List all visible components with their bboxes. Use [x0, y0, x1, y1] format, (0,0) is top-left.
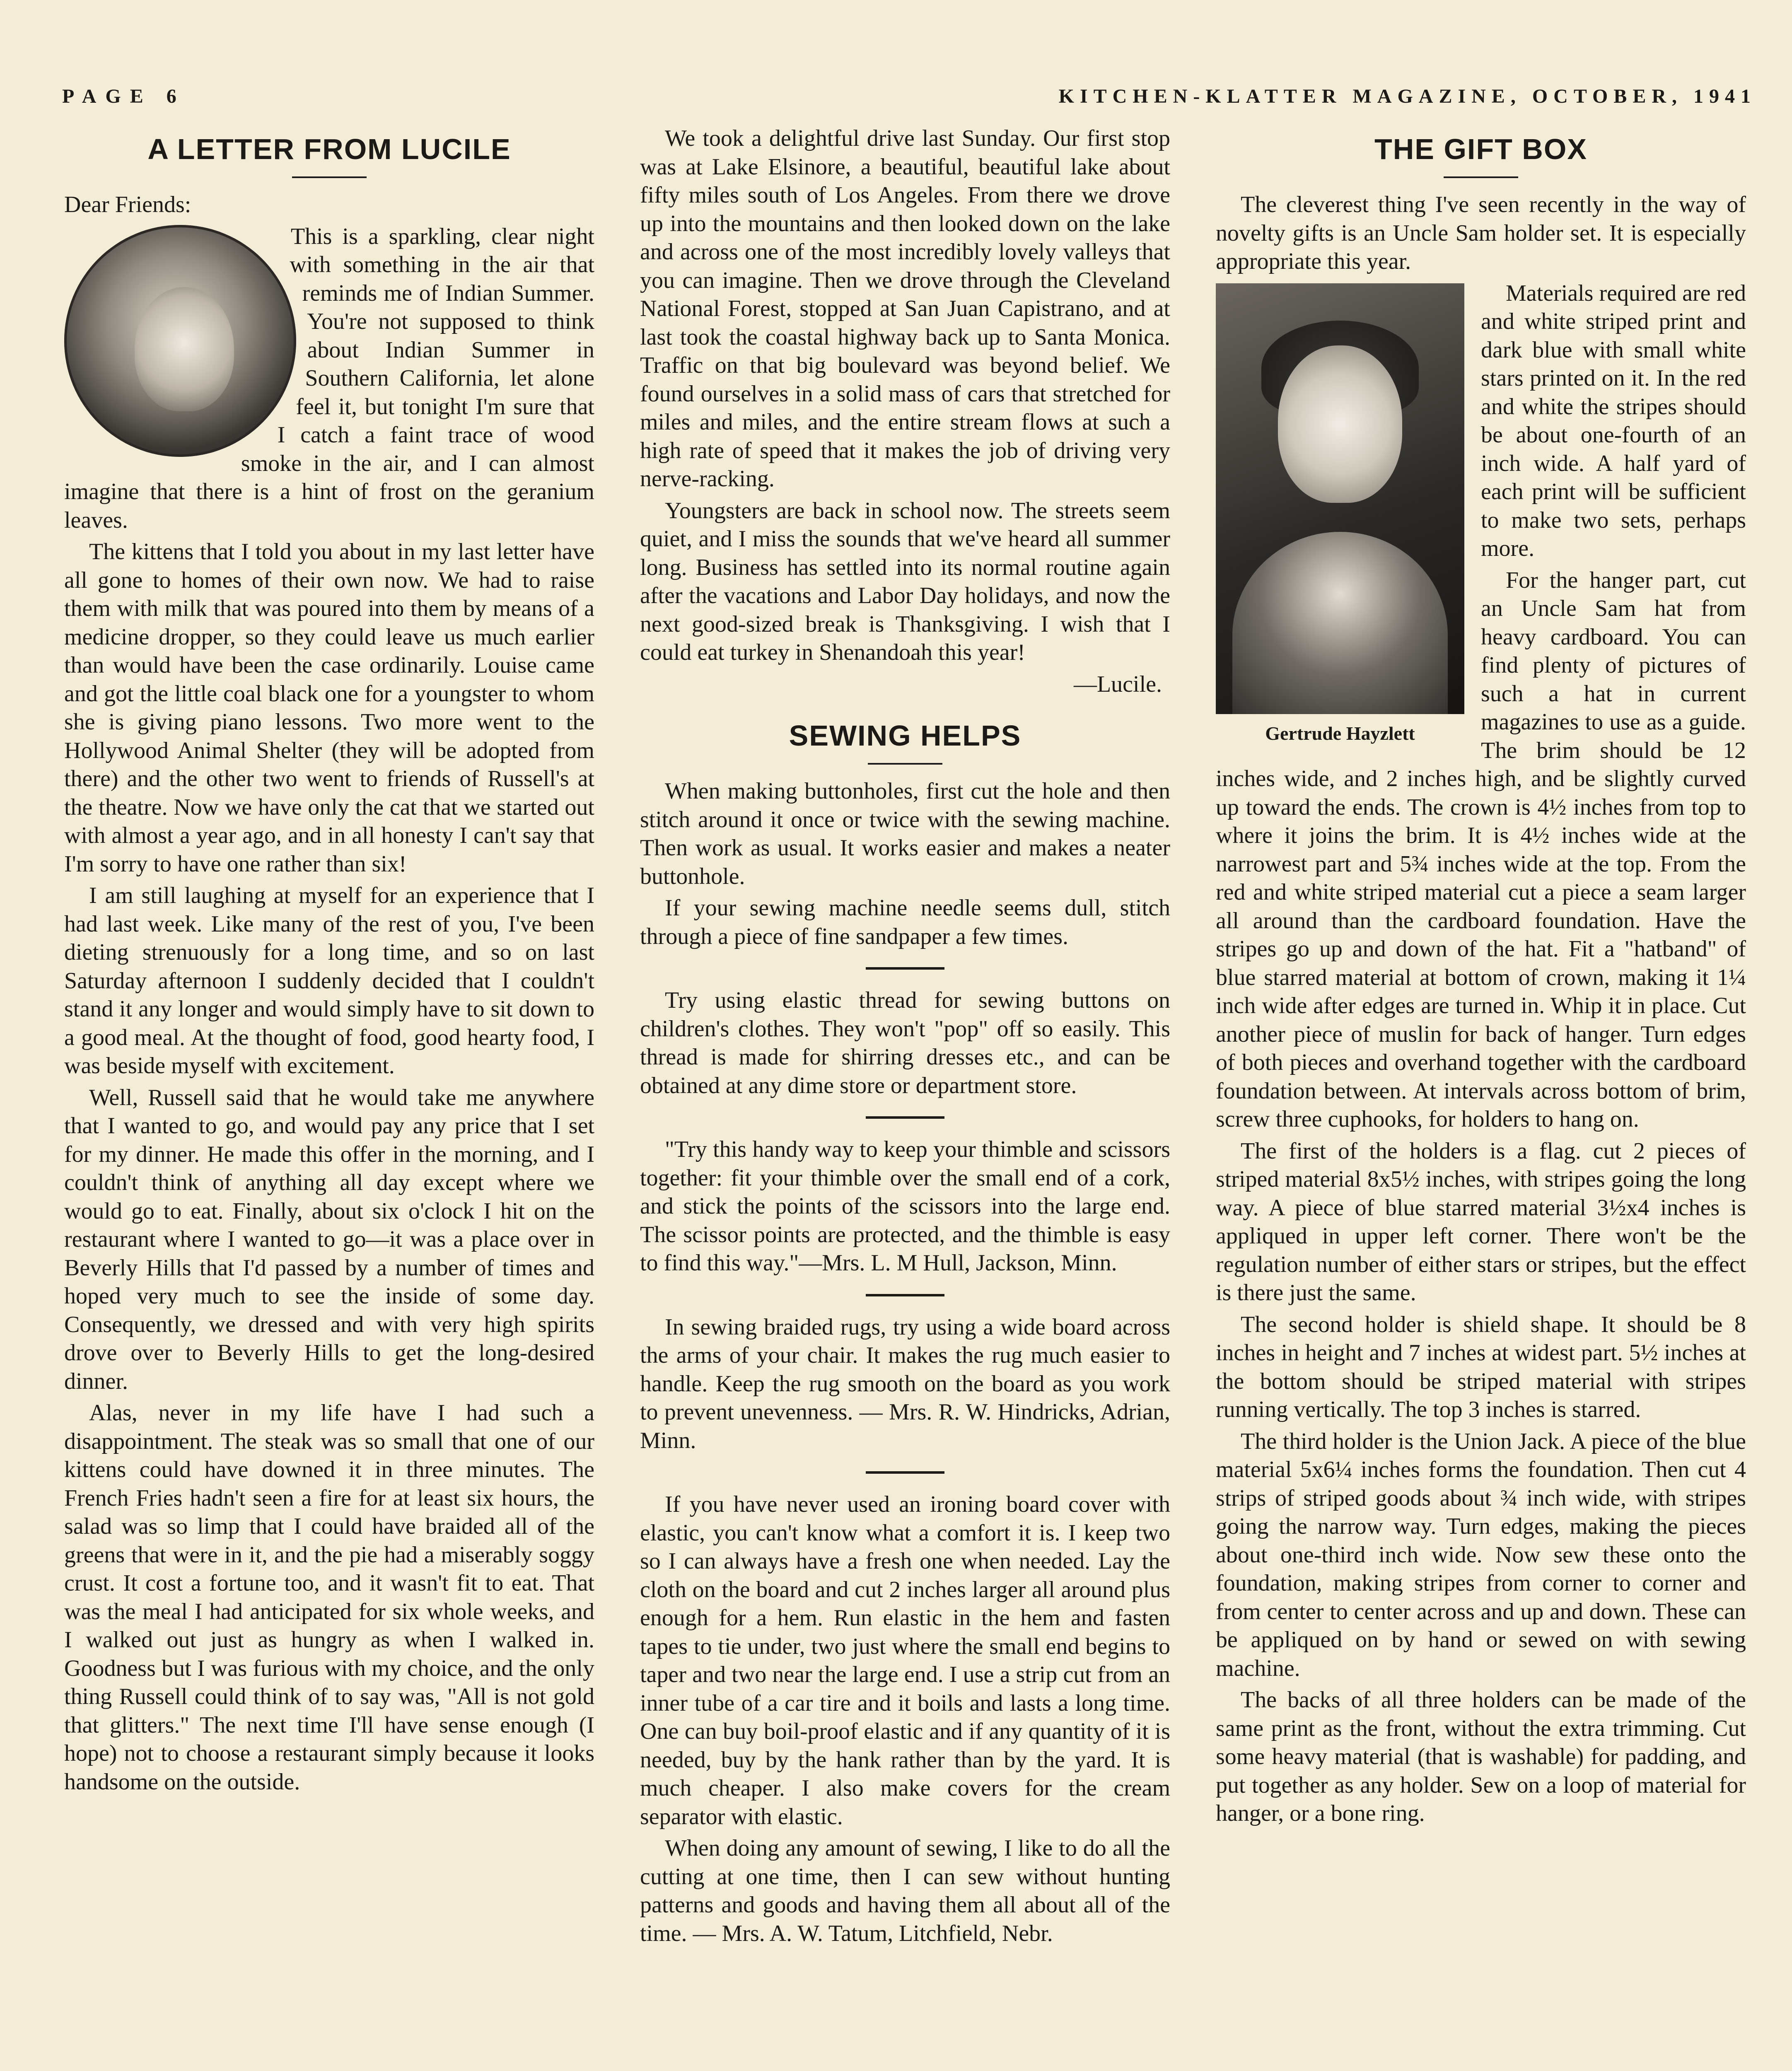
- sewing-tip: If your sewing machine needle seems dull, stitch through a piece of fine sandpaper a few times.: [640, 895, 1170, 949]
- gift-title: THE GIFT BOX: [1374, 133, 1587, 165]
- column-1: [64, 124, 594, 1799]
- letter-paragraph: I am still laughing at myself for an experience that I had last week. Like many of the rest of you, I've been dieting strenuously for a long time, and so on last Saturday afternoon I suddenly decided that I couldn't stand it any longer and would simply have to sit down to a good meal. At the thought of food, good hearty food, I was beside myself with excitement.: [64, 883, 594, 1079]
- letter-paragraph: Well, Russell said that he would take me anywhere that I wanted to go, and would pay any price that I set for my dinner. He made this offer in the morning, and I couldn't think of anything all day except where we would go to eat. Finally, about six o'clock I hit on the restaurant where I wanted to go—it was a place over in Beverly Hills that I'd passed by a number of times and hoped very much to see the inside of some day. Consequently, we dressed and with very high spirits drove over to Beverly Hills to get the long-desired dinner.: [64, 1084, 594, 1394]
- gift-paragraph: The second holder is shield shape. It should be 8 inches in height and 7 inches at widest part. 5½ inches at the bottom should be striped material with stripes running vertically. The top 3 inches is starred.: [1216, 1311, 1746, 1422]
- title-rule: [1444, 176, 1518, 178]
- letter-signature: —Lucile.: [1073, 671, 1162, 697]
- page-header: [62, 85, 1756, 114]
- title-rule: [292, 176, 367, 178]
- gift-paragraph: For the hanger part, cut an Uncle Sam hat from heavy cardboard. You can find plenty of pictures of such a hat in current magazines to use as a guide. The brim should be 12 inches wide, and 2 inches high, and be slightly curved up toward the ends. The crown is 4½ inches from top to where it joins the brim. It is 4½ inches wide at the narrowest part and 5¾ inches wide at the top. From the red and white striped material cut a piece a seam larger all around than the cardboard foundation. Have the stripes go up and down of the hat. Fit a "hatband" of blue starred material at bottom of crown, making it 1¼ inch wide after edges are turned in. Whip it in place. Cut another piece of muslin for back of hanger. Turn edges of both pieces and overhand together with the cardboard foundation between. At intervals across bottom of brim, screw three cuphooks, for holders to hang on.: [1216, 567, 1746, 1132]
- page-number: PAGE 6: [62, 85, 186, 107]
- sewing-tip: "Try this handy way to keep your thimble and scissors together: fit your thimble over the small end of a cork, and stick the points of the scissors into the large end. The scissor points are protected, and the thimble is easy to find this way."—Mrs. L. M Hull, Jackson, Minn.: [640, 1137, 1170, 1276]
- sewing-tip: When doing any amount of sewing, I like to do all the cutting at one time, then I can sew without hunting patterns and goods and having them all about all of the time. — Mrs. A. W. Tatum, Litchfield, Nebr.: [640, 1835, 1170, 1946]
- letter-salutation: Dear Friends:: [64, 192, 191, 217]
- gift-paragraph: The first of the holders is a flag. cut 2 pieces of striped material 8x5½ inches, with stripes going the long way. A piece of blue starred material 3½x4 inches is appliqued in upper left corner. There won't be the regulation number of either stars or stripes, but the effect is there just the same.: [1216, 1138, 1746, 1306]
- title-rule: [868, 763, 942, 765]
- section-divider: [866, 1294, 944, 1296]
- section-divider: [866, 967, 944, 970]
- masthead: KITCHEN-KLATTER MAGAZINE, OCTOBER, 1941: [1058, 85, 1756, 107]
- section-divider: [866, 1116, 944, 1119]
- gift-paragraph: Materials required are red and white striped print and dark blue with small white stars printed on it. In the red and white the stripes should be about one-fourth of an inch wide. A half yard of each print will be sufficient to make two sets, perhaps more.: [1481, 280, 1746, 561]
- gertrude-portrait: [1216, 283, 1464, 714]
- gift-paragraph: The third holder is the Union Jack. A piece of the blue material 5x6¼ inches forms the foundation. Then cut 4 strips of striped goods about ¾ inch wide, with stripes going the narrow way. Turn edges, making the pieces about one-third inch wide. Now sew these onto the foundation, making stripes from corner to corner and from center to center across and up and down. These can be appliqued on by hand or sewed on with sewing machine.: [1216, 1428, 1746, 1681]
- sewing-tip: In sewing braided rugs, try using a wide board across the arms of your chair. It makes the rug much easier to handle. Keep the rug smooth on the board as you work to prevent unevenness. — Mrs. R. W. Hindricks, Adrian, Minn.: [640, 1314, 1170, 1453]
- letter-paragraph: Youngsters are back in school now. The streets seem quiet, and I miss the sounds that we've heard all summer long. Business has settled into its normal routine again after the vacations and Labor Day holidays, and now the next good-sized break is Thanksgiving. I wish that I could eat turkey in Shenandoah this year!: [640, 497, 1170, 665]
- gift-paragraph: The backs of all three holders can be made of the same print as the front, without the extra trimming. Cut some heavy material (that is washable) for padding, and put together as any holder. Sew on a loop of material for hanger, or a bone ring.: [1216, 1687, 1746, 1826]
- letter-paragraph: The kittens that I told you about in my last letter have all gone to homes of their own now. We had to raise them with milk that was poured into them by means of a medicine dropper, so they could leave us much earlier than would have been the case ordinarily. Louise came and got the little coal black one for a youngster to whom she is giving piano lessons. Two more went to the Hollywood Animal Shelter (they will be adopted from there) and the other two went to friends of Russell's at the theatre. Now we have only the cat that we started out with almost a year ago, and in all honesty I can't say that I'm sorry to have one rather than six!: [64, 539, 594, 877]
- column-3: [1216, 124, 1746, 1831]
- sewing-tip: Try using elastic thread for sewing buttons on children's clothes. They won't "pop" off so easily. This thread is made for shirring dresses etc., and can be obtained at any dime store or department store.: [640, 987, 1170, 1098]
- photo-caption: Gertrude Hayzlett: [1265, 722, 1415, 744]
- sewing-title: SEWING HELPS: [789, 719, 1022, 752]
- section-divider: [866, 1471, 944, 1474]
- gift-paragraph: The cleverest thing I've seen recently in the way of novelty gifts is an Uncle Sam holder set. It is especially appropriate this year.: [1216, 192, 1746, 274]
- sewing-tip: If you have never used an ironing board cover with elastic, you can't know what a comfort it is. I keep two so I can always have a fresh one when needed. Lay the cloth on the board and cut 2 inches larger all around plus enough for a hem. Run elastic in the hem and fasten tapes to tie under, two just where the small end begins to taper and two near the large end. I use a strip cut from an inner tube of a car tire and it boils and lasts a long time. One can buy boil-proof elastic and if any quantity of it is needed, buy by the hank rather than by the yard. It is much cheaper. I also make covers for the cream separator with elastic.: [640, 1492, 1170, 1830]
- letter-paragraph: Alas, never in my life have I had such a disappointment. The steak was so small that one of our kittens could have downed it in three minutes. The French Fries hadn't seen a fire for at least six hours, the salad was so limp that I could have braided all of the greens that were in it, and the pie had a miserably soggy crust. It cost a fortune too, and it wasn't fit to eat. That was the meal I had anticipated for six whole weeks, and I walked out just as hungry as when I walked in. Goodness but I was furious with my choice, and the only thing Russell could think of to say was, "All is not gold that glitters." The next time I'll have sense enough (I hope) not to choose a restaurant simply because it looks handsome on the outside.: [64, 1400, 594, 1795]
- letter-paragraph: This is a sparkling, clear night with something in the air that reminds me of Indian Summer. You're not supposed to think about Indian Summer in Southern California, let alone feel it, but tonight I'm sure that I catch a faint trace of wood smoke in the air, and I can almost imagine that there is a hint of frost on the geranium leaves.: [64, 223, 594, 533]
- lucile-portrait: [64, 225, 296, 457]
- column-2: [640, 124, 1170, 1951]
- letter-title: A LETTER FROM LUCILE: [147, 133, 511, 165]
- gertrude-photo-block: [1216, 283, 1464, 744]
- letter-paragraph: We took a delightful drive last Sunday. Our first stop was at Lake Elsinore, a beautiful, beautiful lake about fifty miles south of Los Angeles. From there we drove up into the mountains and then looked down on the lake and across one of the most incredibly lovely valleys that you can imagine. Then we drove through the Cleveland National Forest, stopped at San Juan Capistrano, and at last took the coastal highway back up to Santa Monica. Traffic on that big boulevard was beyond belief. We found ourselves in a solid mass of cars that stretched for miles and miles, and the entire stream flows at such a high rate of speed that it makes the job of driving very nerve-racking.: [640, 126, 1170, 492]
- sewing-tip: When making buttonholes, first cut the hole and then stitch around it once or twice with the sewing machine. Then work as usual. It works easier and makes a neater buttonhole.: [640, 778, 1170, 889]
